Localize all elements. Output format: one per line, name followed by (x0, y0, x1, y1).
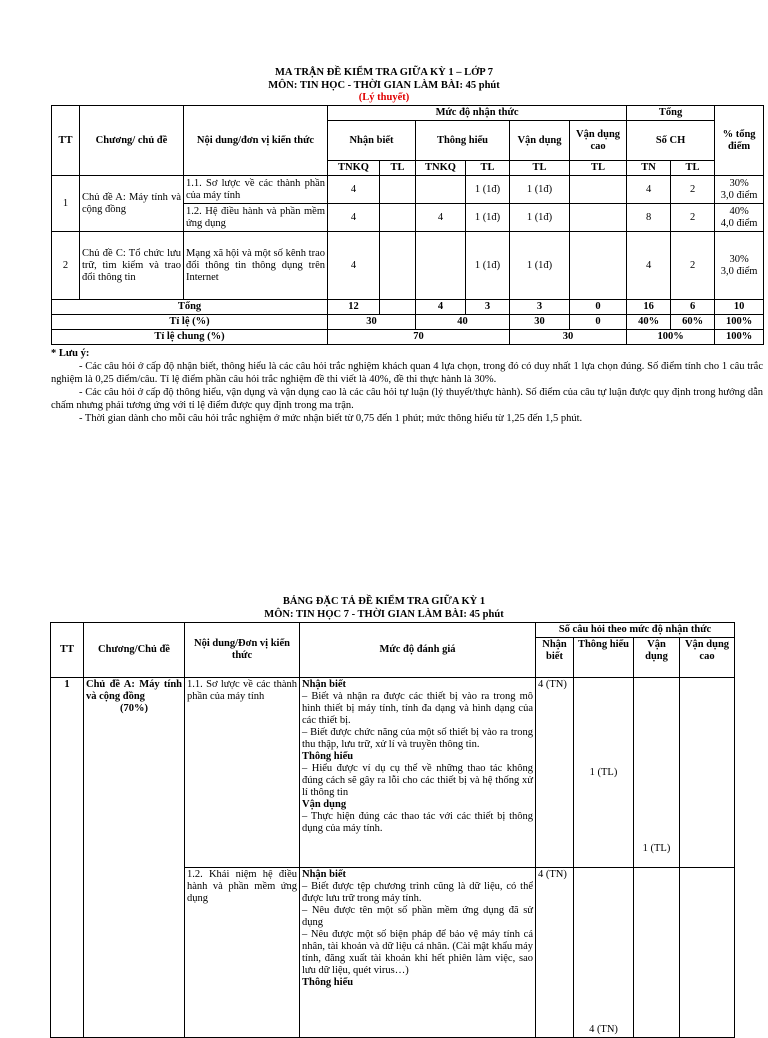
ratio-all-row (52, 330, 764, 345)
cell-value: 0 (570, 315, 627, 330)
ratio-row (52, 315, 764, 330)
col-apply: Vận dụng (634, 638, 680, 678)
cell-value (416, 232, 466, 300)
count-recognize: 4 (TN) (536, 678, 574, 868)
cell-value: 30 (328, 315, 416, 330)
cell-value (570, 176, 627, 204)
row-tt: 1 (52, 176, 80, 232)
cell-value (380, 300, 416, 315)
row-tt: 2 (52, 232, 80, 300)
cell-value: 1 (1đ) (466, 176, 510, 204)
row-level (300, 678, 536, 868)
cell-value: 2 (671, 232, 715, 300)
spec-title: BẢNG ĐẶC TẢ ĐỀ KIỂM TRA GIỮA KỲ 1 (282, 596, 486, 607)
col-tnkq: TNKQ (416, 161, 466, 176)
cell-value (380, 232, 416, 300)
cell-value: 60% (671, 315, 715, 330)
cell-value: 4 (416, 300, 466, 315)
level-heading: Vận dụng (302, 799, 347, 810)
cell-value: 4 (627, 232, 671, 300)
notes-heading: * Lưu ý: (51, 348, 90, 359)
row-content: 1.2. Hệ điều hành và phần mềm ứng dụng (184, 204, 328, 232)
col-tnkq: TNKQ (328, 161, 380, 176)
percent-value: 30% (729, 177, 749, 189)
col-tt: TT (51, 623, 84, 678)
cell-value: 40% (627, 315, 671, 330)
cell-value: 100% (715, 330, 764, 345)
cell-value: 1 (1đ) (510, 176, 570, 204)
cell-value: 8 (627, 204, 671, 232)
cell-value: 1 (1đ) (510, 204, 570, 232)
count-understand: 1 (TL) (574, 678, 634, 868)
cell-value: 6 (671, 300, 715, 315)
row-content: Mạng xã hội và một số kênh trao đổi thông tin thông dụng trên Internet (184, 232, 328, 300)
count-apply-high (680, 678, 735, 868)
cell-value: 30 (510, 330, 627, 345)
cell-value: 3 (466, 300, 510, 315)
row-content: 1.2. Khái niệm hệ điều hành và phần mềm ứng dụng (185, 868, 300, 1038)
cell-value: 70 (328, 330, 510, 345)
row-tt: 1 (51, 678, 84, 1038)
cell-value: 1 (1đ) (466, 232, 510, 300)
cell-value: 40 (416, 315, 510, 330)
level-heading: Nhận biết (302, 679, 347, 690)
cell-value: 10 (715, 300, 764, 315)
table-row (52, 232, 764, 300)
col-tl: TL (380, 161, 416, 176)
col-tl: TL (570, 161, 627, 176)
count-apply (634, 868, 680, 1038)
level-item: – Biết và nhận ra được các thiết bị vào ra trong mô hình thiết bị máy tính, tính đa dạng và hình dạng của các thiết bị. (302, 691, 533, 726)
note-item: - Các câu hỏi ở cấp độ thông hiểu, vận dụng và vận dụng cao là các câu hỏi tự luận (lý thuyết/thực hành). Số điểm của câu tự luận được quy định trong hướng dẫn chấm nhưng phải tương ứng với tỉ lệ điểm được quy định trong ma trận. (51, 387, 763, 411)
table-row (51, 678, 735, 868)
cell-value: 3 (510, 300, 570, 315)
col-tl: TL (510, 161, 570, 176)
col-chapter: Chương/ chủ đề (80, 106, 184, 176)
level-heading: Nhận biết (302, 869, 347, 880)
cell-value: 4 (416, 204, 466, 232)
count-apply: 1 (TL) (634, 678, 680, 868)
matrix-subtitle: MÔN: TIN HỌC - THỜI GIAN LÀM BÀI: 45 phút (268, 80, 500, 91)
cell-value: 16 (627, 300, 671, 315)
cell-percent (715, 232, 764, 300)
chapter-percent: (70%) (120, 703, 148, 714)
level-item: – Nêu được một số biện pháp để bảo vệ máy tính cá nhân, tài khoản và dữ liệu cá nhân. (Cài mật khẩu máy tính, đăng xuất tài khoản khi hết phiên làm việc, sao lưu dữ liệu, quét virus…) (302, 929, 533, 976)
col-recognize: Nhận biết (536, 638, 574, 678)
cell-value: 4 (328, 204, 380, 232)
row-chapter: Chủ đề A: Máy tính và cộng đồng (80, 176, 184, 232)
score-value: 4,0 điểm (720, 217, 758, 229)
count-understand: 4 (TN) (574, 868, 634, 1038)
cell-value: 1 (1đ) (466, 204, 510, 232)
matrix-table (51, 105, 764, 345)
col-understand: Thông hiểu (416, 121, 510, 161)
cell-value: 2 (671, 176, 715, 204)
col-question-group: Số câu hỏi theo mức độ nhận thức (536, 623, 735, 638)
col-understand: Thông hiểu (574, 638, 634, 678)
col-tl: TL (466, 161, 510, 176)
spec-table (50, 622, 735, 1038)
col-apply-high: Vận dụng cao (680, 638, 735, 678)
col-total: Tổng (627, 106, 715, 121)
row-content: 1.1. Sơ lược về các thành phần của máy tính (185, 678, 300, 868)
cell-value (380, 204, 416, 232)
score-value: 3,0 điểm (720, 189, 758, 201)
col-percent: % tổng điểm (715, 106, 764, 176)
percent-value: 30% (729, 253, 749, 265)
cell-value: 4 (328, 232, 380, 300)
row-chapter: Chủ đề C: Tổ chức lưu trữ, tìm kiếm và trao đổi thông tin (80, 232, 184, 300)
cell-value: 12 (328, 300, 380, 315)
cell-value: 1 (1đ) (510, 232, 570, 300)
col-tn: TN (627, 161, 671, 176)
count-apply-high (680, 868, 735, 1038)
cell-value (416, 176, 466, 204)
cell-value (570, 232, 627, 300)
level-item: – Biết được tệp chương trình cũng là dữ liệu, có thể được lưu trữ trong máy tính. (302, 881, 533, 904)
cell-value: 100% (627, 330, 715, 345)
col-recognize: Nhận biết (328, 121, 416, 161)
cell-value: 100% (715, 315, 764, 330)
col-level: Mức độ đánh giá (300, 623, 536, 678)
spec-subtitle: MÔN: TIN HỌC 7 - THỜI GIAN LÀM BÀI: 45 phút (264, 609, 504, 620)
col-tl: TL (671, 161, 715, 176)
col-cognitive: Mức độ nhận thức (328, 106, 627, 121)
row-chapter (84, 678, 185, 1038)
row-level (300, 868, 536, 1038)
col-apply: Vận dụng (510, 121, 570, 161)
matrix-note: (Lý thuyết) (358, 92, 410, 103)
level-item: – Nêu được tên một số phần mềm ứng dụng đã sử dụng (302, 905, 533, 928)
cell-value: 30 (510, 315, 570, 330)
cell-percent (715, 204, 764, 232)
note-item: - Thời gian dành cho mỗi câu hỏi trắc nghiệm ở mức nhận biết từ 0,75 đến 1 phút; mức thông hiểu từ 1,25 đến 1,5 phút. (79, 413, 583, 424)
score-value: 3,0 điểm (720, 265, 758, 277)
level-item: – Biết được chức năng của một số thiết bị vào ra trong thu thập, lưu trữ, xử lí và truyền thông tin. (302, 727, 533, 750)
col-content: Nội dung/Đơn vị kiến thức (185, 623, 300, 678)
cell-value: 2 (671, 204, 715, 232)
row-content: 1.1. Sơ lược về các thành phần của máy tính (184, 176, 328, 204)
percent-value: 40% (729, 205, 749, 217)
cell-value: 4 (627, 176, 671, 204)
level-heading: Thông hiểu (302, 751, 354, 762)
count-recognize: 4 (TN) (536, 868, 574, 1038)
col-content: Nội dung/đơn vị kiến thức (184, 106, 328, 176)
ratio-label: Tỉ lệ (%) (52, 315, 328, 330)
total-label: Tổng (52, 300, 328, 315)
cell-percent (715, 176, 764, 204)
chapter-name: Chủ đề A: Máy tính và cộng đồng (86, 679, 182, 702)
level-item: – Hiểu được ví dụ cụ thể về những thao tác không đúng cách sẽ gây ra lỗi cho các thiết bị và hệ thống xử lí thông tin (302, 763, 533, 798)
cell-value (570, 204, 627, 232)
note-item: - Các câu hỏi ở cấp độ nhận biết, thông hiểu là các câu hỏi trắc nghiệm khách quan 4 lựa chọn, trong đó có duy nhất 1 lựa chọn đúng. Số điểm tính cho 1 câu trắc nghiệm là 0,25 điểm/câu. Tỉ lệ điểm phần câu hỏi trắc nghiệm đề thi viết là 40%, đề thi thực hành là 30%. (51, 361, 763, 385)
table-row (52, 176, 764, 204)
cell-value (380, 176, 416, 204)
col-chapter: Chương/Chủ đề (84, 623, 185, 678)
matrix-title: MA TRẬN ĐỀ KIỂM TRA GIỮA KỲ 1 – LỚP 7 (275, 67, 493, 78)
notes-block (51, 347, 763, 425)
cell-value: 4 (328, 176, 380, 204)
col-apply-high: Vận dụng cao (570, 121, 627, 161)
level-item: – Thực hiện đúng các thao tác với các thiết bị thông dụng của máy tính. (302, 811, 533, 834)
level-heading: Thông hiểu (302, 977, 354, 988)
col-tt: TT (52, 106, 80, 176)
cell-value: 0 (570, 300, 627, 315)
total-row (52, 300, 764, 315)
col-num-questions: Số CH (627, 121, 715, 161)
ratio-all-label: Tỉ lệ chung (%) (52, 330, 328, 345)
